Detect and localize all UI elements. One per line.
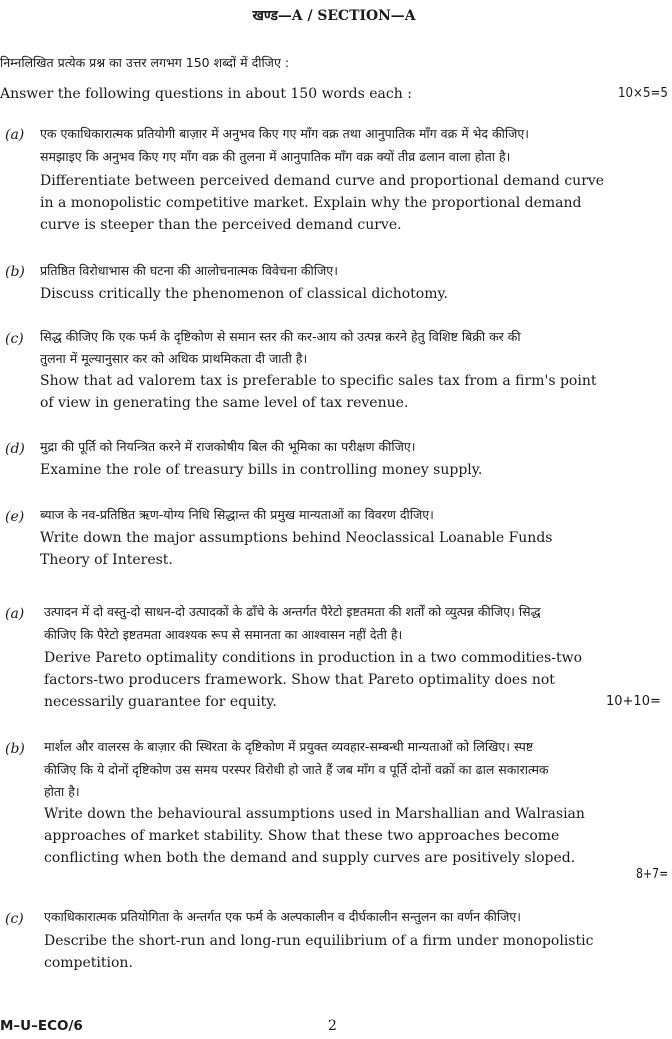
q2b-english-line: conflicting when both the demand and supply curves are positively sloped. <box>44 850 576 866</box>
footer-code: M–U–ECO/6 <box>0 1018 83 1034</box>
q1b-label: (b) <box>5 264 25 280</box>
q1b-english-line: Discuss critically the phenomenon of classical dichotomy. <box>40 286 448 302</box>
q2b-marks: 8+7= <box>636 867 669 882</box>
q2b-hindi-line: मार्शल और वालरस के बाज़ार की स्थिरता के दृष्टिकोण में प्रयुक्त व्यवहार-सम्बन्धी मान्यताओं को लिखिए। स्पष्ट <box>44 739 534 754</box>
q2a-hindi-line: कीजिए कि पैरेटो इष्टतमता आवश्यक रूप से समानता का आश्वासन नहीं देती है। <box>44 627 403 642</box>
q1a-english-line: in a monopolistic competitive market. Explain why the proportional demand <box>40 195 582 211</box>
q1a-label: (a) <box>5 127 25 143</box>
q2c-english-line: competition. <box>44 955 133 971</box>
q2a-label: (a) <box>5 606 25 622</box>
q1c-english-line: Show that ad valorem tax is preferable to specific sales tax from a firm's point <box>40 373 597 389</box>
section-title: खण्ड—A / SECTION—A <box>252 8 416 24</box>
q1c-english-line: of view in generating the same level of tax revenue. <box>40 395 409 411</box>
q2a-marks: 10+10= <box>606 694 661 709</box>
q1b-hindi-line: प्रतिष्ठित विरोधाभास की घटना की आलोचनात्मक विवेचना कीजिए। <box>40 263 338 278</box>
q1a-hindi-line: एक एकाधिकारात्मक प्रतियोगी बाज़ार में अनुभव किए गए माँग वक्र तथा आनुपातिक माँग वक्र में भेद कीजिए। <box>40 126 530 141</box>
q1d-english-line: Examine the role of treasury bills in controlling money supply. <box>40 462 483 478</box>
q2a-english-line: necessarily guarantee for equity. <box>44 694 277 710</box>
page-number: 2 <box>328 1018 337 1034</box>
q1c-label: (c) <box>5 331 24 347</box>
q2a-hindi-line: उत्पादन में दो वस्तु-दो साधन-दो उत्पादकों के ढाँचे के अन्तर्गत पैरेटो इष्टतमता की शर्तों को व्युत्पन्न कीजिए। सिद्ध <box>44 604 541 619</box>
q1a-hindi-line: समझाइए कि अनुभव किए गए माँग वक्र की तुलना में आनुपातिक माँग वक्र क्यों तीव्र ढलान वाला होता है। <box>40 149 511 164</box>
q1d-hindi-line: मुद्रा की पूर्ति को नियन्त्रित करने में राजकोषीय बिल की भूमिका का परीक्षण कीजिए। <box>40 439 416 454</box>
q2a-english-line: Derive Pareto optimality conditions in production in a two commodities-two <box>44 650 583 666</box>
q1a-english-line: curve is steeper than the perceived demand curve. <box>40 217 402 233</box>
instruction-marks: 10×5=5 <box>618 86 668 101</box>
q1e-label: (e) <box>5 509 25 525</box>
q1d-label: (d) <box>5 441 25 457</box>
q2c-label: (c) <box>5 911 24 927</box>
q1c-hindi-line: तुलना में मूल्यानुसार कर को अधिक प्राथमिकता दी जाती है। <box>40 351 308 366</box>
q2a-english-line: factors-two producers framework. Show that Pareto optimality does not <box>44 672 555 688</box>
q1c-hindi-line: सिद्ध कीजिए कि एक फर्म के दृष्टिकोण से समान स्तर की कर-आय को उत्पन्न करने हेतु विशिष्ट बिक्री कर की <box>40 329 521 344</box>
instruction-english: Answer the following questions in about 150 words each : <box>0 86 412 102</box>
q1a-english-line: Differentiate between perceived demand curve and proportional demand curve <box>40 173 605 189</box>
q2c-english-line: Describe the short-run and long-run equilibrium of a firm under monopolistic <box>44 933 594 949</box>
q1e-hindi-line: ब्याज के नव-प्रतिष्ठित ऋण-योग्य निधि सिद्धान्त की प्रमुख मान्यताओं का विवरण दीजिए। <box>40 507 434 522</box>
q2b-label: (b) <box>5 741 25 757</box>
instruction-hindi: निम्नलिखित प्रत्येक प्रश्न का उत्तर लगभग 150 शब्दों में दीजिए : <box>0 55 290 70</box>
q2b-hindi-line: होता है। <box>44 784 80 799</box>
q2b-english-line: Write down the behavioural assumptions used in Marshallian and Walrasian <box>44 806 585 822</box>
q1e-english-line: Theory of Interest. <box>40 552 173 568</box>
q1e-english-line: Write down the major assumptions behind Neoclassical Loanable Funds <box>40 530 553 546</box>
q2b-english-line: approaches of market stability. Show that these two approaches become <box>44 828 560 844</box>
q2b-hindi-line: कीजिए कि ये दोनों दृष्टिकोण उस समय परस्पर विरोधी हो जाते हैं जब माँग व पूर्ति दोनों वक्रों का ढाल सकारात्मक <box>44 762 549 777</box>
q2c-hindi-line: एकाधिकारात्मक प्रतियोगिता के अन्तर्गत एक फर्म के अल्पकालीन व दीर्घकालीन सन्तुलन का वर्णन कीजिए। <box>44 909 522 924</box>
